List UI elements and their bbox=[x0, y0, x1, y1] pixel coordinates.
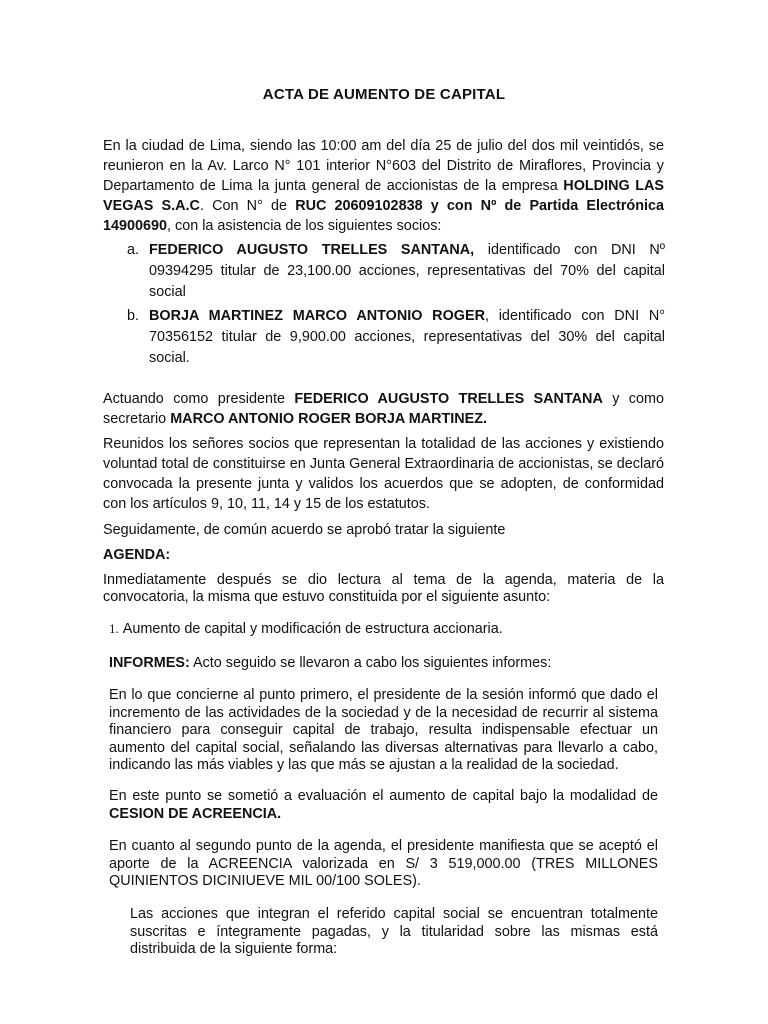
informes-text: Acto seguido se llevaron a cabo los siguientes informes: bbox=[189, 655, 552, 671]
agenda-item-text: Aumento de capital y modificación de estructura accionaria. bbox=[122, 621, 503, 637]
agenda-heading: AGENDA: bbox=[103, 547, 171, 563]
officers-text-2: y como secretario bbox=[103, 391, 664, 427]
informes-label: INFORMES: bbox=[109, 655, 190, 671]
list-marker: a. bbox=[127, 242, 140, 258]
agenda-intro-paragraph: Inmediatamente después se dio lectura al tema de la agenda, materia de la convocatoria, la misma que estuvo constituida por el siguiente asunto: bbox=[103, 572, 664, 605]
list-marker: b. bbox=[127, 308, 140, 324]
shares-paragraph: Las acciones que integran el referido capital social se encuentran totalmente suscritas e íntegramente pagadas, y la titularidad sobre las mismas está distribuida de la siguiente forma: bbox=[130, 906, 658, 957]
officers-paragraph bbox=[103, 389, 664, 429]
report-paragraph-2 bbox=[109, 788, 658, 823]
partner-name: BORJA MARTINEZ MARCO ANTONIO ROGER bbox=[149, 308, 485, 324]
cession-term: CESION DE ACREENCIA. bbox=[109, 805, 282, 822]
agenda-item bbox=[109, 619, 664, 639]
agreement-paragraph: Seguidamente, de común acuerdo se aprobó tratar la siguiente bbox=[103, 522, 506, 538]
intro-paragraph bbox=[103, 136, 664, 236]
report-paragraph-1: En lo que concierne al punto primero, el presidente de la sesión informó que dado el incremento de las actividades de la sociedad y de la necesidad de recurrir al sistema financiero para conseguir capital de trabajo, resulta indispensable efectuar un aumento del capital social, señalando las diversas alternativas para llevarlo a cabo, indicando las más viables y las que más se ajustan a la realidad de la sociedad. bbox=[109, 687, 658, 773]
intro-text-2: . Con N° de bbox=[199, 198, 296, 214]
meeting-paragraph: Reunidos los señores socios que representan la totalidad de las acciones y existiendo voluntad total de constituirse en Junta General Extraordinaria de accionistas, se declaró convocada la presente junta y validos los acuerdos que se adopten, de conformidad con los artículos 9, 10, 11, 14 y 15 de los estatutos. bbox=[103, 436, 664, 512]
partner-item bbox=[127, 240, 665, 303]
intro-text-3: , con la asistencia de los siguientes socios: bbox=[167, 218, 442, 234]
officers-text-1: Actuando como presidente bbox=[103, 391, 295, 407]
ruc-number: RUC 20609102838 y con Nº de Partida Electrónica 14900690 bbox=[103, 198, 664, 234]
intro-text-1: En la ciudad de Lima, siendo las 10:00 am del día 25 de julio del dos mil veintidós, se reunieron en la Av. Larco N° 101 interior N°603 del Distrito de Miraflores, Provincia y Departamento de Lima la junta general de accionistas de la empresa bbox=[103, 138, 664, 194]
document-title: ACTA DE AUMENTO DE CAPITAL bbox=[262, 86, 506, 103]
agenda-item-number: 1. bbox=[109, 621, 119, 636]
second-point-paragraph: En cuanto al segundo punto de la agenda, el presidente manifiesta que se aceptó el aporte de la ACREENCIA valorizada en S/ 3 519,000.00 (TRES MILLONES QUINIENTOS DICINIUEVE MIL 00/100 SOLES). bbox=[109, 838, 658, 889]
report2-text: En este punto se sometió a evaluación el aumento de capital bajo la modalidad de bbox=[109, 788, 658, 804]
partner-name: FEDERICO AUGUSTO TRELLES SANTANA, bbox=[149, 242, 475, 258]
company-name: HOLDING LAS VEGAS S.A.C bbox=[103, 178, 664, 214]
informes-paragraph bbox=[109, 653, 664, 673]
partner-text: , identificado con DNI N° 70356152 titular de 9,900.00 acciones, representativas del 30% del capital social. bbox=[149, 308, 665, 366]
president-name: FEDERICO AUGUSTO TRELLES SANTANA bbox=[294, 391, 603, 407]
secretary-name: MARCO ANTONIO ROGER BORJA MARTINEZ. bbox=[170, 411, 488, 427]
partner-item bbox=[127, 306, 665, 369]
partner-text: identificado con DNI Nº 09394295 titular de 23,100.00 acciones, representativas del 70% del capital social bbox=[149, 242, 665, 300]
